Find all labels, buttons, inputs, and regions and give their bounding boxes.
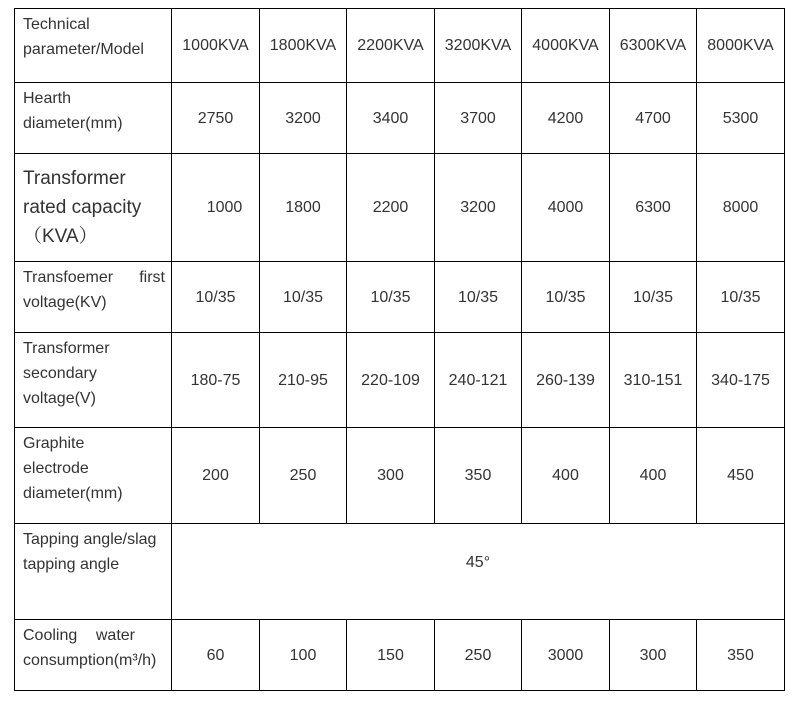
table-cell: 3200 (260, 83, 347, 154)
table-cell: 240-121 (435, 333, 522, 428)
model-6300kva: 6300KVA (610, 9, 697, 83)
table-cell: 4000 (522, 154, 610, 262)
label-line: consumption(m³/h) (23, 652, 157, 669)
table-cell: 310-151 (610, 333, 697, 428)
model-8000kva: 8000KVA (697, 9, 785, 83)
header-row (15, 9, 785, 83)
label-line: voltage(KV) (23, 294, 107, 311)
table-cell: 3700 (435, 83, 522, 154)
table-cell: 250 (435, 620, 522, 691)
table-cell: 10/35 (522, 262, 610, 333)
table-cell: 250 (260, 428, 347, 524)
table-cell: 2750 (172, 83, 260, 154)
table-cell: 10/35 (610, 262, 697, 333)
table-row (15, 262, 785, 333)
table-cell: 5300 (697, 83, 785, 154)
table-cell: 6300 (610, 154, 697, 262)
table-cell: 4700 (610, 83, 697, 154)
table-cell: 350 (435, 428, 522, 524)
row-label-first-voltage (15, 262, 172, 333)
row-label-hearth-diameter: Hearth diameter(mm) (15, 83, 172, 154)
table-cell: 2200 (347, 154, 435, 262)
row-label-electrode-diameter: Graphite electrode diameter(mm) (15, 428, 172, 524)
table-cell: 210-95 (260, 333, 347, 428)
model-2200kva: 2200KVA (347, 9, 435, 83)
table-cell: 10/35 (697, 262, 785, 333)
table-row (15, 154, 785, 262)
table-cell: 8000 (697, 154, 785, 262)
label-line: Transfoemer first (23, 269, 165, 286)
row-label-transformer-rated-capacity (15, 154, 172, 262)
table-cell: 180-75 (172, 333, 260, 428)
table-cell: 340-175 (697, 333, 785, 428)
table-cell: 400 (610, 428, 697, 524)
table-cell: 300 (347, 428, 435, 524)
model-1000kva: 1000KVA (172, 9, 260, 83)
table-cell: 200 (172, 428, 260, 524)
table-row (15, 428, 785, 524)
table-row (15, 83, 785, 154)
table-cell: 10/35 (347, 262, 435, 333)
table-cell: 10/35 (435, 262, 522, 333)
label-line: Transformer (23, 168, 126, 189)
table-cell: 300 (610, 620, 697, 691)
row-label-secondary-voltage: Transformer secondary voltage(V) (15, 333, 172, 428)
row-label-cooling-water (15, 620, 172, 691)
merged-cell-tapping-angle: 45° (172, 524, 785, 620)
label-line: （KVA） (23, 226, 98, 247)
table-cell: 4200 (522, 83, 610, 154)
model-4000kva: 4000KVA (522, 9, 610, 83)
table-cell: 350 (697, 620, 785, 691)
table-cell: 10/35 (260, 262, 347, 333)
table-cell: 150 (347, 620, 435, 691)
table-cell: 400 (522, 428, 610, 524)
table-cell: 220-109 (347, 333, 435, 428)
model-3200kva: 3200KVA (435, 9, 522, 83)
table-cell: 3000 (522, 620, 610, 691)
model-1800kva: 1800KVA (260, 9, 347, 83)
row-label-tapping-angle: Tapping angle/slag tapping angle (15, 524, 172, 620)
table-row (15, 620, 785, 691)
table-cell: 450 (697, 428, 785, 524)
table-cell: 100 (260, 620, 347, 691)
table-cell: 3200 (435, 154, 522, 262)
table-row (15, 333, 785, 428)
label-line: rated capacity (23, 197, 142, 218)
table-row (15, 524, 785, 620)
spec-table-container (14, 8, 785, 691)
table-cell: 1800 (260, 154, 347, 262)
table-cell: 1000 (172, 154, 260, 262)
table-cell: 10/35 (172, 262, 260, 333)
label-line: Cooling water (23, 627, 135, 644)
technical-parameters-table (14, 8, 785, 691)
table-cell: 3400 (347, 83, 435, 154)
header-label-cell: Technical parameter/Model (15, 9, 172, 83)
table-cell: 60 (172, 620, 260, 691)
table-cell: 260-139 (522, 333, 610, 428)
